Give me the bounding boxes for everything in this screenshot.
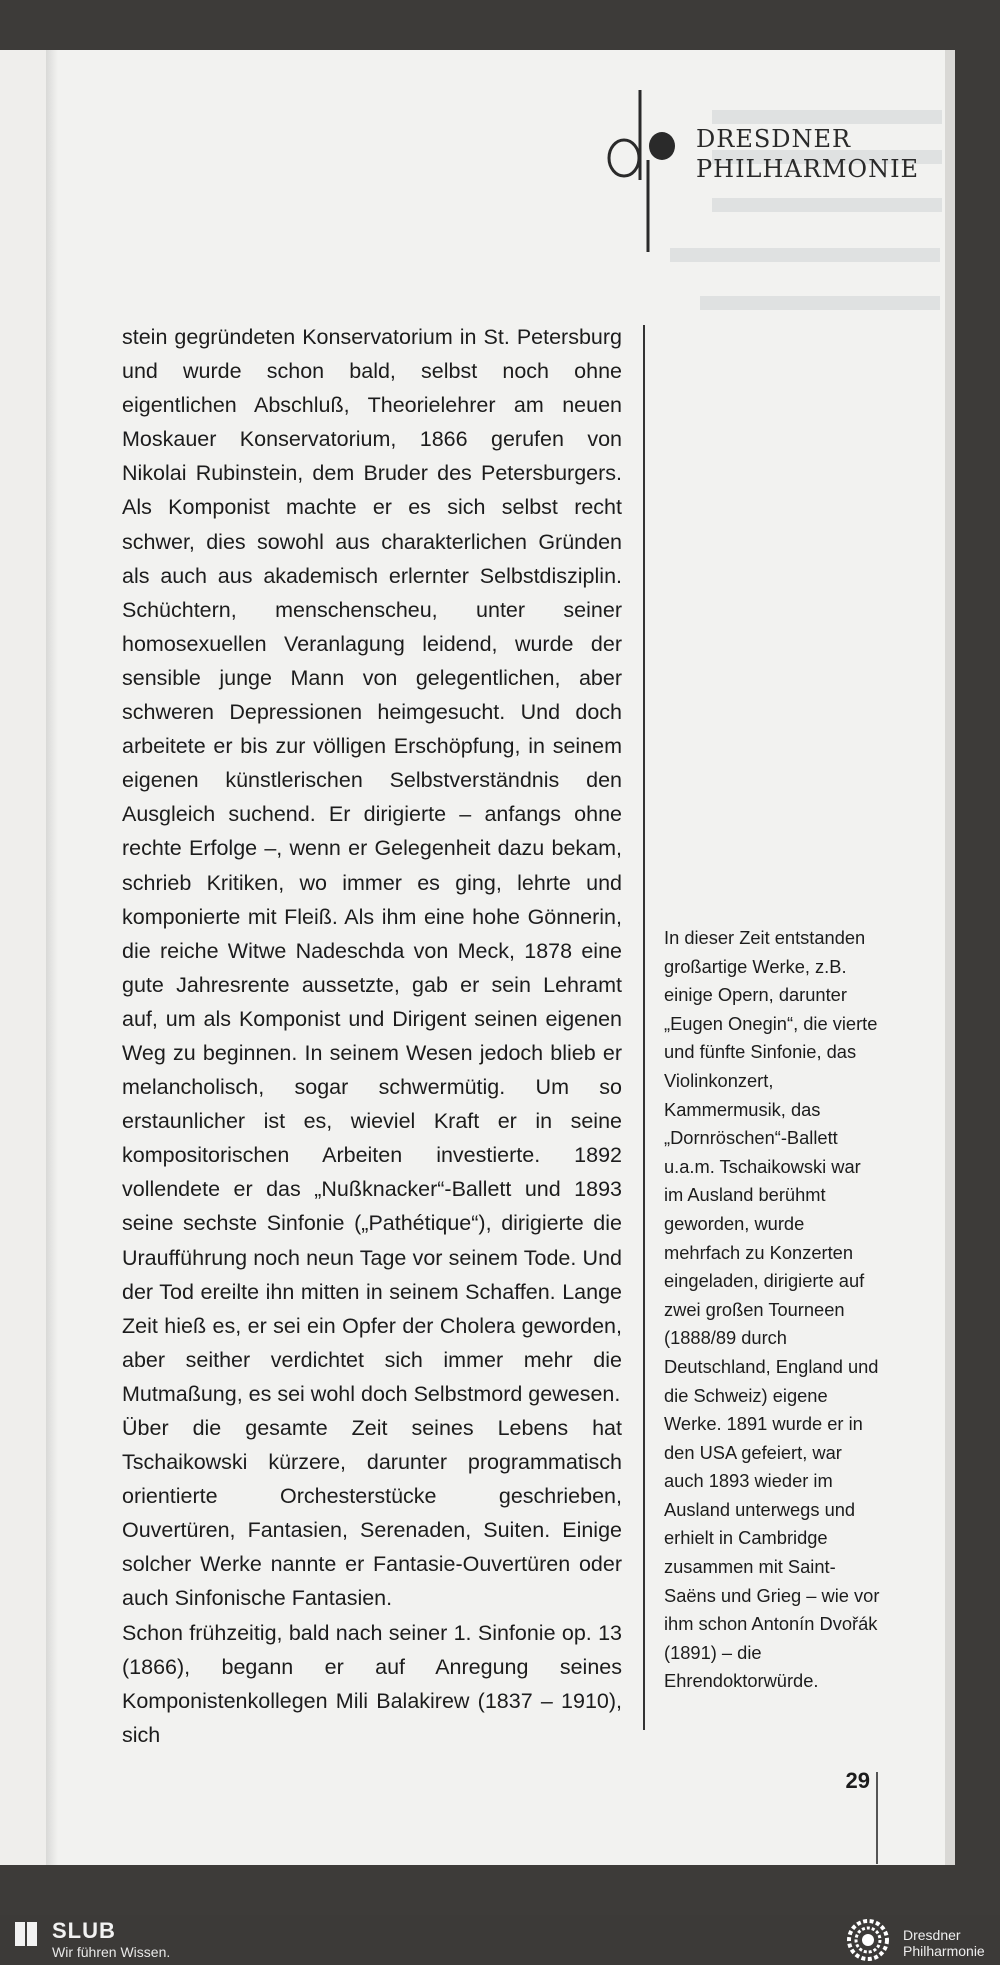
column-divider: [643, 325, 645, 1730]
show-through-bar: [670, 248, 940, 262]
sidebar-note: In dieser Zeit entstanden großartige Werke, z.B. einige Opern, darunter „Eugen Onegin“, die vierte und fünfte Sinfonie, das Violinkonzert, Kammermusik, das „Dornröschen“-Ballett u.a.m. Tschaikowski war im Ausland berühmt geworden, wurde mehrfach zu Konzerten eingeladen, dirigierte auf zwei großen Tourneen (1888/89 durch Deutschland, England und die Schweiz) eigene Werke. 1891 wurde er in den USA gefeiert, war auch 1893 wieder im Ausland unterwegs und erhielt in Cambridge zusammen mit Saint-Saëns und Grieg – wie vor ihm schon Antonín Dvořák (1891) – die Ehrendoktorwürde.: [664, 927, 880, 1692]
main-paragraph: Schon frühzeitig, bald nach seiner 1. Sinfonie op. 13 (1866), begann er auf Anregung seines Komponistenkollegen Mili Balakirew (1837 – 1910), sich: [122, 1620, 622, 1747]
main-text-column: [122, 320, 622, 1752]
left-page-edge: [0, 50, 46, 1865]
slub-logo-icon: [14, 1920, 38, 1948]
main-paragraph: Über die gesamte Zeit seines Lebens hat Tschaikowski kürzere, darunter programmatisch orientierte Orchesterstücke geschrieben, Ouvertüren, Fantasien, Serenaden, Suiten. Einige solcher Werke nannte er Fantasie-Ouvertüren oder auch Sinfonische Fantasien.: [122, 1416, 622, 1611]
slub-title: SLUB: [52, 1918, 116, 1943]
slub-tagline: Wir führen Wissen.: [52, 1944, 171, 1960]
main-paragraph: stein gegründeten Konservatorium in St. Petersburg und wurde schon bald, selbst noch ohne eigentlichen Abschluß, Theorielehrer am neuen Moskauer Konservatorium, 1866 gerufen von Nikolai Rubinstein, dem Bruder des Petersburgers. Als Komponist machte er es sich selbst recht schwer, dies sowohl aus charakterlichen Gründen als auch aus akademisch erlernter Selbstdisziplin. Schüchtern, menschenscheu, unter seiner homosexuellen Veranlagung leidend, wurde der sensible junge Mann von gelegentlichen, aber schweren Depressionen heimgesucht. Und doch arbeitete er bis zur völligen Erschöpfung, in seinem eigenen künstlerischen Selbstverständnis den Ausgleich suchend. Er dirigierte – anfangs ohne rechte Erfolge –, wenn er Gelegenheit dazu bekam, schrieb Kritiken, wo immer es ging, lehrte und komponierte mit Fleiß. Als ihm eine hohe Gönnerin, die reiche Witwe Nadeschda von Meck, 1878 eine gute Jahresrente aussetzte, gab er sein Lehramt auf, um als Komponist und Dirigent seinen eigenen Weg zu beginnen. In seinem Wesen jedoch blieb er melancholisch, sogar schwermütig. Um so erstaunlicher ist es, wieviel Kraft er in seine kompositorischen Arbeiten investierte. 1892 vollendete er das „Nußknacker“-Ballett und 1893 seine sechste Sinfonie („Pathétique“), dirigierte die Uraufführung noch neun Tage vor seinem Tode. Und der Tod ereilte ihn mitten in seinem Schaffen. Lange Zeit hieß es, er sei ein Opfer der Cholera geworden, aber seither verdichtet sich immer mehr die Mutmaßung, es sei wohl doch Selbstmord gewesen.: [122, 325, 622, 1406]
right-page-edge: [945, 50, 955, 1865]
dresdner-philharmonie-logo-icon: [840, 1919, 896, 1961]
page-gutter-shadow: [46, 50, 58, 1865]
page-number: 29: [845, 1768, 870, 1793]
show-through-bar: [712, 198, 942, 212]
footer-dp-text-line2: Philharmonie: [903, 1943, 985, 1959]
logo-text-philharmonie: PHILHARMONIE: [696, 155, 920, 183]
show-through-bar: [700, 296, 940, 310]
philharmonie-logo-icon: [600, 88, 680, 256]
page-number-divider: [876, 1772, 878, 1864]
show-through-bar: [712, 110, 942, 124]
footer-dp-text-line1: Dresdner: [903, 1927, 961, 1943]
logo-text-dresdner: DRESDNER: [696, 125, 852, 153]
